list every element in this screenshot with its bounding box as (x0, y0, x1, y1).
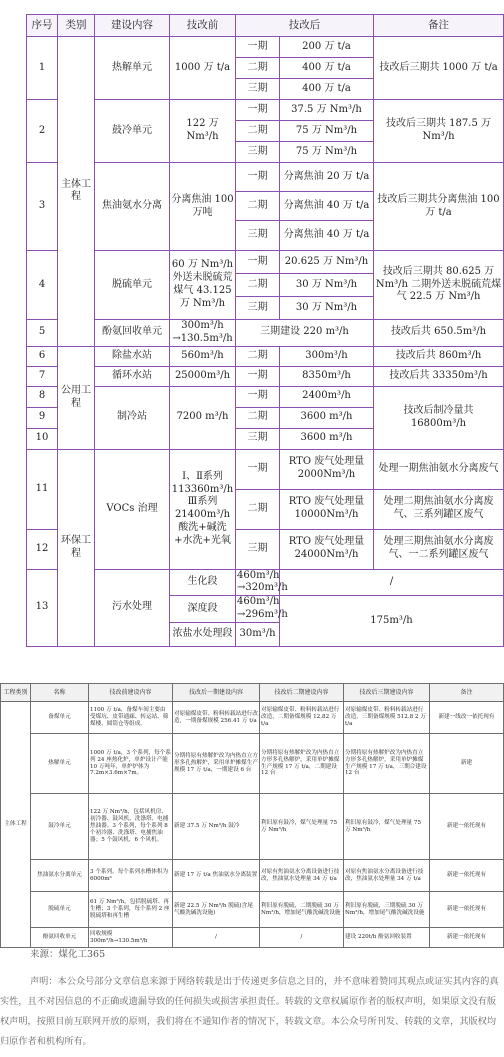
table-cell: 技改后三期共分离焦油 100 万 t/a (374, 163, 504, 251)
table-cell: 25000m³/h (170, 366, 236, 386)
table-cell: 二期 (236, 58, 280, 79)
table-cell: 122 万 Nm³/h (170, 100, 236, 163)
table-cell: 2400m³/h (280, 386, 374, 407)
table-cell: 30 万 Nm³/h (280, 297, 374, 320)
table-row (1, 794, 504, 860)
table-cell: 60 万 Nm³/h 外送未脱硫荒煤气 43.125 万 Nm³/h (170, 251, 236, 320)
table-cell: 9 (27, 407, 58, 428)
table-row (27, 569, 504, 596)
table-header-row (1, 684, 504, 702)
table-cell: 13 (27, 569, 58, 646)
table-cell: 技改后三期共 187.5 万 Nm³/h (374, 100, 504, 163)
table-cell: 2 (27, 100, 58, 163)
header-cell: 类别 (58, 15, 95, 37)
table-cell: 备煤单元 (31, 702, 89, 734)
table-cell: 300m³/h →130.5m³/h (170, 320, 236, 347)
table-cell: 一期 (236, 449, 280, 489)
table-cell: 8350m³/h (280, 366, 374, 386)
table-row (27, 449, 504, 489)
table-row (27, 386, 504, 407)
table-row (1, 928, 504, 948)
table-cell: 1100 万 t/a，备煤车间主要由受煤坑、皮带通廊、转运站、筛煤楼、圆筒仓等组成。 (89, 702, 173, 734)
table-cell: 11 (27, 449, 58, 529)
table-cell: 一期 (236, 100, 280, 121)
header-cell: 名称 (31, 684, 89, 702)
table-cell: 对原输煤皮带、粉料转载站进行改造，一期备煤规模 256.41 万 t/a (173, 702, 260, 734)
table-cell: 新建 (430, 734, 504, 794)
table-cell: 560m³/h (170, 346, 236, 366)
table-cell: 回收规模 300m³/h→130.5m³/h (89, 928, 173, 948)
table-cell: 鼓冷单元 (95, 100, 170, 163)
table-cell: 1000 万 t/a，3 个系列，每个系列 24 座热化炉，单炉设计产能 10 万吨年，单炉炉体为 7.2m×3.6m×7m。 (89, 734, 173, 794)
table-cell: 二期 (236, 346, 280, 366)
table-cell: 二期 (236, 274, 280, 297)
table-cell: 8 (27, 386, 58, 407)
table-cell: 利旧原有脱硫，三期脱硫 30 万 Nm³/h，增加尾气酸洗碱洗设施 (344, 892, 430, 928)
table-cell: 分离焦油 40 万 t/a (280, 192, 374, 221)
table-cell: 三期 (236, 428, 280, 449)
table-cell: 一期 (236, 251, 280, 274)
table-cell: 三期 (236, 221, 280, 251)
table-cell: 技改后三期共 1000 万 t/a (374, 37, 504, 100)
table-cell: 新建一依托现有 (430, 928, 504, 948)
table-cell: 460m³/h →296m³/h (236, 596, 280, 623)
table-cell: 3600 m³/h (280, 407, 374, 428)
table-cell: 一期 (236, 163, 280, 192)
table-cell: 鼓冷单元 (31, 794, 89, 860)
table-cell: 焦油氨水分离 (95, 163, 170, 251)
table-cell: 制冷站 (95, 386, 170, 449)
disclaimer-line: 实性，且不对因信息的不正确或遗漏导致的任何损失或损害承担责任。转载的文章权属原作者的版权声明，如果原文没有版 (0, 996, 497, 1007)
table-cell: 三期 (236, 79, 280, 100)
table-cell: 30m³/h (236, 622, 280, 646)
table-cell: 主体工程 (58, 37, 95, 347)
table-cell: 主体工程 (1, 702, 31, 948)
table-cell: RTO 废气处理量 2000Nm³/h (280, 449, 374, 489)
table-cell: 一期 (236, 37, 280, 58)
disclaimer (0, 972, 503, 1052)
table-cell: 200 万 t/a (280, 37, 374, 58)
table-cell: 三期 (236, 142, 280, 163)
table-cell: 新建 17 万 t/a 焦油氨水分离装置 (173, 860, 260, 892)
table-row (27, 251, 504, 274)
table-cell: 生化段 (170, 569, 236, 596)
header-cell: 技改后一期建设内容 (173, 684, 260, 702)
table-cell: 二期 (236, 121, 280, 142)
table-cell: 对原输煤皮带、粉料转载站进行改造，三期备煤规模 512.8 2 万 t/a (344, 702, 430, 734)
header-cell: 备注 (430, 684, 504, 702)
table-cell: 三期 (236, 529, 280, 569)
table-cell: 400 万 t/a (280, 58, 374, 79)
table-row (1, 734, 504, 794)
table-cell: 热解单元 (31, 734, 89, 794)
table-cell: 75 万 Nm³/h (280, 142, 374, 163)
table-row (1, 702, 504, 734)
table-cell: 1000 万 t/a (170, 37, 236, 100)
table-cell: 10 (27, 428, 58, 449)
table-cell: 酚氨回收单元 (95, 320, 170, 347)
table-cell: / (260, 928, 344, 948)
table-cell: 12 (27, 529, 58, 569)
table-row (27, 346, 504, 366)
table-cell: 建设 220t/h 酚氨回收装置 (344, 928, 430, 948)
header-cell: 建设内容 (95, 15, 170, 37)
table-cell: 一期 (236, 386, 280, 407)
table-cell: 20.625 万 Nm³/h (280, 251, 374, 274)
table-row (1, 892, 504, 928)
table-cell: 30 万 Nm³/h (280, 274, 374, 297)
table-cell: 3 个系列，每个系列水槽体积为 6000m³ (89, 860, 173, 892)
table-cell: 公用工程 (58, 346, 95, 449)
table-cell: 新建一线改一依托现有 (430, 702, 504, 734)
header-cell: 技改前建设内容 (89, 684, 173, 702)
table-row (27, 37, 504, 58)
header-cell: 技改后三期建设内容 (344, 684, 430, 702)
table-cell: 分期将原有热解炉改为内热直立方形多孔热解炉，采用单炉摊煤生产规模 17 万 t/a，一期建设 6 台 (173, 734, 260, 794)
table-cell: 7200 m³/h (170, 386, 236, 449)
table-cell: 焦油氨水分离单元 (31, 860, 89, 892)
table-cell: 污水处理 (95, 569, 170, 646)
table-cell: 技改后三期共 80.625 万 Nm³/h 二期外送未脱硫荒煤气 22.5 万 Nm³/h (374, 251, 504, 320)
table-cell: 深度段 (170, 596, 236, 623)
table-cell: 循环水站 (95, 366, 170, 386)
table-cell: 脱硫单元 (95, 251, 170, 320)
table-cell: 三期 (236, 297, 280, 320)
table-cell: 三期建设 220 m³/h (236, 320, 374, 347)
table-row (1, 860, 504, 892)
table-cell: 二期 (236, 192, 280, 221)
table-cell: 利旧原有鼓冷，煤气处理量 75 万 Nm³/h (344, 794, 430, 860)
header-cell: 技改后 (236, 15, 374, 37)
header-cell: 技改前 (170, 15, 236, 37)
table-cell: 二期 (236, 489, 280, 529)
table-cell: 分期将原有热解炉改为内热直立方形多孔热解炉，采用单炉摊煤生产规模 17 万 t/a，三期合建设 12 台 (344, 734, 430, 794)
table-cell: 3 (27, 163, 58, 251)
table-cell: 技改后共 33350m³/h (374, 366, 504, 386)
table-cell: 对原有焦油氨水分离设备进行技改，焦油氨水处理量 34 万 t/a (344, 860, 430, 892)
table-cell: 处理二期焦油氨水分离废气、三系列罐区废气 (374, 489, 504, 529)
table-cell: 酚氨回收单元 (31, 928, 89, 948)
header-cell: 备注 (374, 15, 504, 37)
table-cell: 300m³/h (280, 346, 374, 366)
table-cell: 处理一期焦油氨水分离废气 (374, 449, 504, 489)
table-cell: 热解单元 (95, 37, 170, 100)
disclaimer-line: 权声明，按照目前互联网开放的原则，我们将在不通知作者的情况下，转载文章。本公众号所刊发、转载的文章，其版权均 (0, 1016, 497, 1027)
table-header-row (27, 15, 504, 37)
table-cell: 新建 37.5 万 Nm³/h 鼓冷 (173, 794, 260, 860)
table-cell: 利旧原有脱硫，二期脱硫 30 万 Nm³/h，增加尾气酸洗碱洗设施 (260, 892, 344, 928)
table-cell: RTO 废气处理量 24000Nm³/h (280, 529, 374, 569)
disclaimer-line: 归原作者和机构所有。 (0, 1036, 92, 1047)
upgrade-table (26, 14, 504, 647)
table-cell: 分离焦油 40 万 t/a (280, 221, 374, 251)
table-cell: 利旧原有鼓冷，煤气处理量 75 万 Nm³/h (260, 794, 344, 860)
header-cell: 技改后二期建设内容 (260, 684, 344, 702)
table-cell: / (173, 928, 260, 948)
table-cell: 175m³/h (280, 596, 504, 647)
table-cell: 7 (27, 366, 58, 386)
header-cell: 序号 (27, 15, 58, 37)
table-cell: 处理三期焦油氨水分离废气、一二系列罐区废气 (374, 529, 504, 569)
table-cell: Ⅰ、Ⅱ系列 113360m³/h Ⅲ系列 21400m³/h 酸洗+碱洗+水洗+光氧 (170, 449, 236, 569)
table-cell: 分期将原有热解炉改为内热直立方形多孔热解炉，采用单炉摊煤生产规模 17 万 t/a，二期建设 12 台 (260, 734, 344, 794)
table-cell: 新建一依托现有 (430, 892, 504, 928)
table-row (27, 320, 504, 347)
table-cell: 新建一依托现有 (430, 860, 504, 892)
table-row (27, 163, 504, 192)
table-cell: 4 (27, 251, 58, 320)
table-cell: 浓盐水处理段 (170, 622, 236, 646)
table-cell: 除盐水站 (95, 346, 170, 366)
header-cell: 工程类别 (1, 684, 31, 702)
table-cell: 37.5 万 Nm³/h (280, 100, 374, 121)
table-cell: 技改后共 650.5m³/h (374, 320, 504, 347)
table-cell: VOCs 治理 (95, 449, 170, 569)
table-cell: 1 (27, 37, 58, 100)
disclaimer-line: 声明：本公众号部分文章信息来源于网络转载是出于传递更多信息之目的，并不意味着赞同其观点或证实其内容的真 (30, 976, 499, 987)
table-cell: 对原有焦油氨水分离设备进行技改，焦油氨水处理量 34 万 t/a (260, 860, 344, 892)
table-cell: 5 (27, 320, 58, 347)
table-cell: 技改后制冷量共 16800m³/h (374, 386, 504, 449)
table-cell: 6 (27, 346, 58, 366)
table-cell: 新建 22.5 万 Nm³/h 脱硫(含尾气酸洗碱洗设施) (173, 892, 260, 928)
table-cell: 61 万 Nm³/h，包括脱硫塔、再生槽；3 个系列，每个系列 2 座脱硫塔和再生槽 (89, 892, 173, 928)
table-cell: 460m³/h →320m³/h (236, 569, 280, 596)
table-cell: / (280, 569, 504, 596)
source-line: 来源：煤化工365 (30, 949, 106, 960)
table-cell: RTO 废气处理量 10000Nm³/h (280, 489, 374, 529)
table-row (27, 366, 504, 386)
table-cell: 技改后共 860m³/h (374, 346, 504, 366)
table-cell: 脱硫单元 (31, 892, 89, 928)
table-row (27, 100, 504, 121)
table-cell: 400 万 t/a (280, 79, 374, 100)
table-cell: 二期 (236, 407, 280, 428)
table-cell: 新建一依托现有 (430, 794, 504, 860)
table-cell: 分离焦油 100 万吨 (170, 163, 236, 251)
table-cell: 环保工程 (58, 449, 95, 646)
table-cell: 分离焦油 20 万 t/a (280, 163, 374, 192)
construction-content-table (0, 683, 504, 948)
table-cell: 对原输煤皮带、粉料转载站进行改造，二期备煤规模 12.82 万 t/a (260, 702, 344, 734)
table-cell: 75 万 Nm³/h (280, 121, 374, 142)
table-cell: 3600 m³/h (280, 428, 374, 449)
table-cell: 一期 (236, 366, 280, 386)
table-cell: 122 万 Nm³/h，包括风机房、初冷器、鼓风机、洗涤塔、电捕焦油器。3 个系列，每个系列 8 个初冷器、洗涤塔、电捕焦油器；5 个鼓风机，6 个风机。 (89, 794, 173, 860)
